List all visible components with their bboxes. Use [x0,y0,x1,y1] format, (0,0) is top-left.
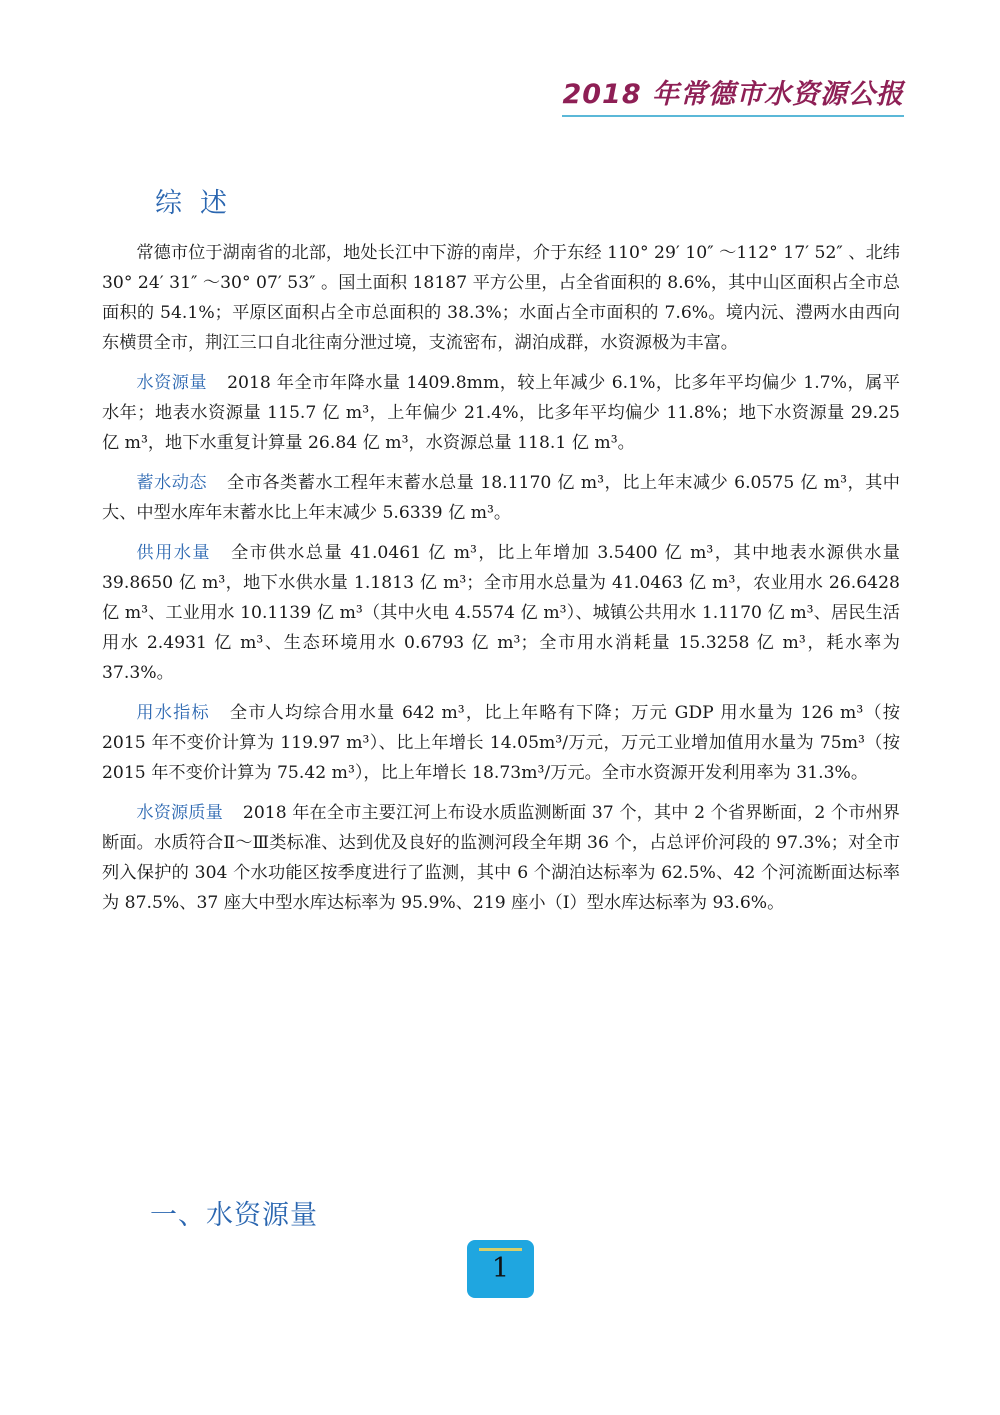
page-number: 1 [491,1253,510,1284]
paragraph-lead: 水资源量 [136,373,208,393]
paragraph-text: 全市供水总量 41.0461 亿 m³，比上年增加 3.5400 亿 m³，其中地表水源供水量 39.8650 亿 m³，地下水供水量 1.1813 亿 m³；全市用水总量为 41.0463 亿 m³，农业用水 26.6428 亿 m³、工业用水 10.1139 亿 m³（其中火电 4.5574 亿 m³）、城镇公共用水 1.1170 亿 m³、居民生活用水 2.4931 亿 m³、生态环境用水 0.6793 亿 m³；全市用水消耗量 15.3258 亿 m³，耗水率为 37.3%。 [102,543,900,683]
paragraph-water-resources [102,368,900,458]
body-text [102,238,900,928]
page-number-badge [467,1240,534,1298]
paragraph-lead: 水资源质量 [136,803,223,823]
chapter-heading: 一、水资源量 [150,1200,318,1231]
paragraph-overview: 常德市位于湖南省的北部，地处长江中下游的南岸，介于东经 110° 29′ 10″ ～112° 17′ 52″ 、北纬 30° 24′ 31″ ～30° 07′ 53″ 。国土面积 18187 平方公里，占全省面积的 8.6%，其中山区面积占全市总面积的 54.1%；平原区面积占全市总面积的 38.3%；水面占全市面积的 7.6%。境内沅、澧两水由西向东横贯全市，荆江三口自北往南分泄过境，支流密布，湖泊成群，水资源极为丰富。 [102,243,900,353]
paragraph-storage [102,468,900,528]
paragraph-lead: 用水指标 [136,703,210,723]
paragraph-lead: 蓄水动态 [136,473,208,493]
section-heading: 综述 [155,188,245,219]
badge-accent-bar [479,1248,522,1251]
paragraph-text: 全市各类蓄水工程年末蓄水总量 18.1170 亿 m³，比上年末减少 6.0575 亿 m³，其中大、中型水库年末蓄水比上年末减少 5.6339 亿 m³。 [102,473,900,523]
paragraph-text: 2018 年在全市主要江河上布设水质监测断面 37 个，其中 2 个省界断面，2 个市州界断面。水质符合Ⅱ～Ⅲ类标准、达到优及良好的监测河段全年期 36 个，占总评价河段的 97.3%；对全市列入保护的 304 个水功能区按季度进行了监测，其中 6 个湖泊达标率为 62.5%、42 个河流断面达标率为 87.5%、37 座大中型水库达标率为 95.9%、219 座小（Ⅰ）型水库达标率为 93.6%。 [102,803,900,913]
paragraph-text: 全市人均综合用水量 642 m³，比上年略有下降；万元 GDP 用水量为 126 m³（按 2015 年不变价计算为 119.97 m³）、比上年增长 14.05m³/万元，万元工业增加值用水量为 75m³（按 2015 年不变价计算为 75.42 m³），比上年增长 18.73m³/万元。全市水资源开发利用率为 31.3%。 [102,703,900,783]
paragraph-text: 2018 年全市年降水量 1409.8mm，较上年减少 6.1%，比多年平均偏少 1.7%，属平水年；地表水资源量 115.7 亿 m³，上年偏少 21.4%，比多年平均偏少 11.8%；地下水资源量 29.25 亿 m³，地下水重复计算量 26.84 亿 m³，水资源总量 118.1 亿 m³。 [102,373,900,453]
document-header-title: 2018 年常德市水资源公报 [562,72,904,117]
paragraph-supply-use [102,538,900,688]
paragraph-lead: 供用水量 [136,543,212,563]
paragraph-indicators [102,698,900,788]
paragraph-quality [102,798,900,918]
